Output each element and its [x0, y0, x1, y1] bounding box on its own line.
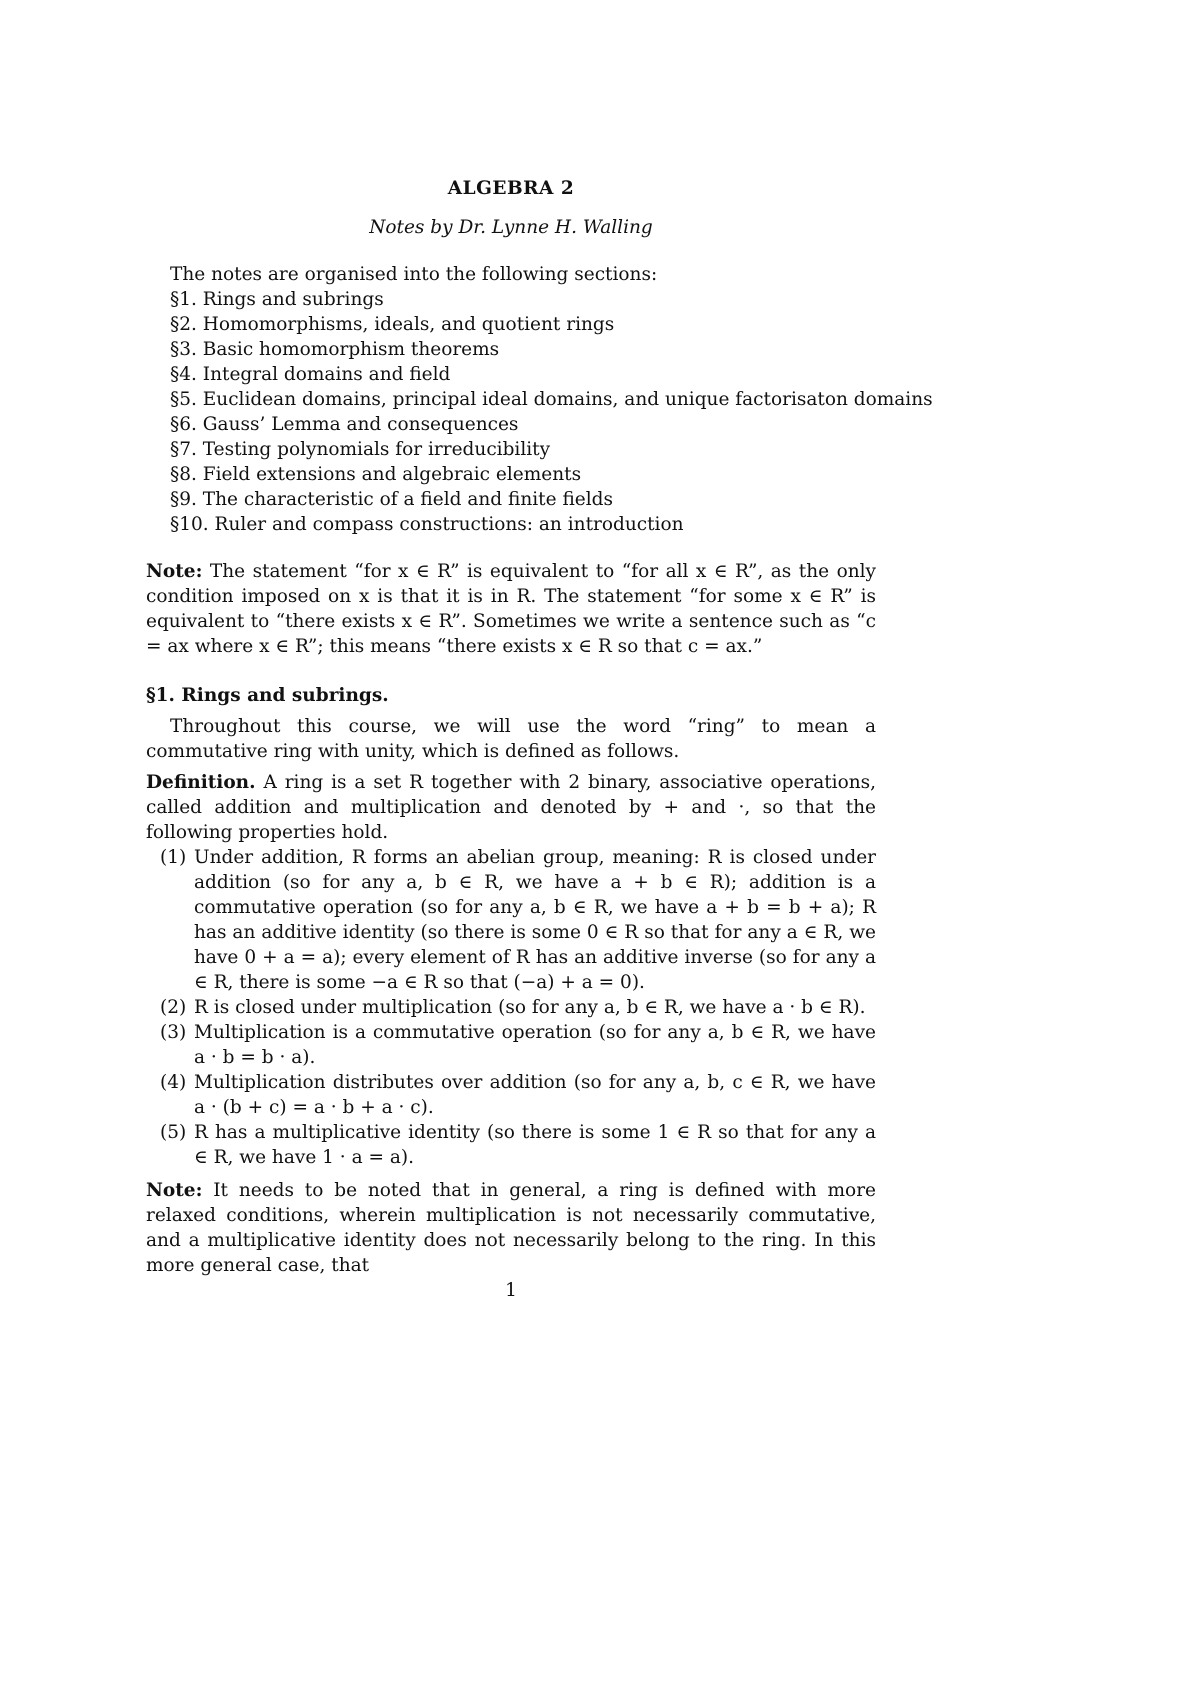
toc-intro: The notes are organised into the following sections: [170, 264, 658, 285]
property-text: Multiplication distributes over addition (so for any a, b, c ∈ R, we have a · (b + c) = a · b + a · c). [194, 1072, 876, 1118]
toc-item: §10. Ruler and compass constructions: an introduction [170, 514, 684, 535]
property-item [146, 1020, 876, 1070]
page-number: 1 [505, 1280, 517, 1301]
toc-item: §7. Testing polynomials for irreducibility [170, 439, 551, 460]
note-paragraph [146, 1178, 876, 1278]
definition-paragraph [146, 770, 876, 845]
section-heading: §1. Rings and subrings. [146, 685, 389, 706]
property-item [146, 1120, 876, 1170]
toc-item: §1. Rings and subrings [170, 289, 384, 310]
note-paragraph [146, 559, 876, 659]
property-text: Under addition, R forms an abelian group, meaning: R is closed under addition (so for any a, b ∈ R, we have a + b ∈ R); addition is a commutative operation (so for any a, b ∈ R, we have a + b = b + a); R has an additive identity (so there is some 0 ∈ R so that for any a ∈ R, we have 0 + a = a); every element of R has an additive inverse (so for any a ∈ R, there is some −a ∈ R so that (−a) + a = 0). [194, 847, 876, 993]
property-text: R is closed under multiplication (so for any a, b ∈ R, we have a · b ∈ R). [194, 997, 866, 1018]
table-of-contents [170, 262, 933, 537]
document-page [146, 176, 933, 1303]
note-text: It needs to be noted that in general, a ring is defined with more relaxed conditions, wherein multiplication is not necessarily commutative, and a multiplicative identity does not necessarily belong to the ring. In this more general case, that [146, 1180, 876, 1276]
property-item [146, 845, 876, 995]
document-title: ALGEBRA 2 [447, 178, 575, 199]
property-item [146, 995, 876, 1020]
property-number: (4) [160, 1072, 187, 1093]
property-number: (2) [160, 997, 187, 1018]
property-number: (5) [160, 1122, 187, 1143]
property-text: R has a multiplicative identity (so there is some 1 ∈ R so that for any a ∈ R, we have 1 · a = a). [194, 1122, 876, 1168]
definition-text: A ring is a set R together with 2 binary, associative operations, called addition and multiplication and denoted by + and ·, so that the following properties hold. [146, 772, 876, 843]
note-label: Note: [146, 561, 203, 582]
toc-item: §4. Integral domains and field [170, 364, 451, 385]
toc-item: §3. Basic homomorphism theorems [170, 339, 500, 360]
toc-item: §2. Homomorphisms, ideals, and quotient rings [170, 314, 615, 335]
property-number: (1) [160, 847, 187, 868]
toc-item: §6. Gauss’ Lemma and consequences [170, 414, 519, 435]
toc-item: §5. Euclidean domains, principal ideal domains, and unique factorisaton domains [170, 389, 933, 410]
definition-label: Definition. [146, 772, 256, 793]
property-number: (3) [160, 1022, 187, 1043]
toc-item: §9. The characteristic of a field and finite fields [170, 489, 613, 510]
note-text: The statement “for x ∈ R” is equivalent to “for all x ∈ R”, as the only condition imposed on x is that it is in R. The statement “for some x ∈ R” is equivalent to “there exists x ∈ R”. Sometimes we write a sentence such as “c = ax where x ∈ R”; this means “there exists x ∈ R so that c = ax.” [146, 561, 876, 657]
property-item [146, 1070, 876, 1120]
section-intro: Throughout this course, we will use the word “ring” to mean a commutative ring with unity, which is defined as follows. [146, 716, 876, 762]
property-text: Multiplication is a commutative operation (so for any a, b ∈ R, we have a · b = b · a). [194, 1022, 876, 1068]
toc-item: §8. Field extensions and algebraic elements [170, 464, 582, 485]
author-line: Notes by Dr. Lynne H. Walling [369, 217, 653, 238]
property-list [146, 845, 876, 1170]
note-label: Note: [146, 1180, 203, 1201]
